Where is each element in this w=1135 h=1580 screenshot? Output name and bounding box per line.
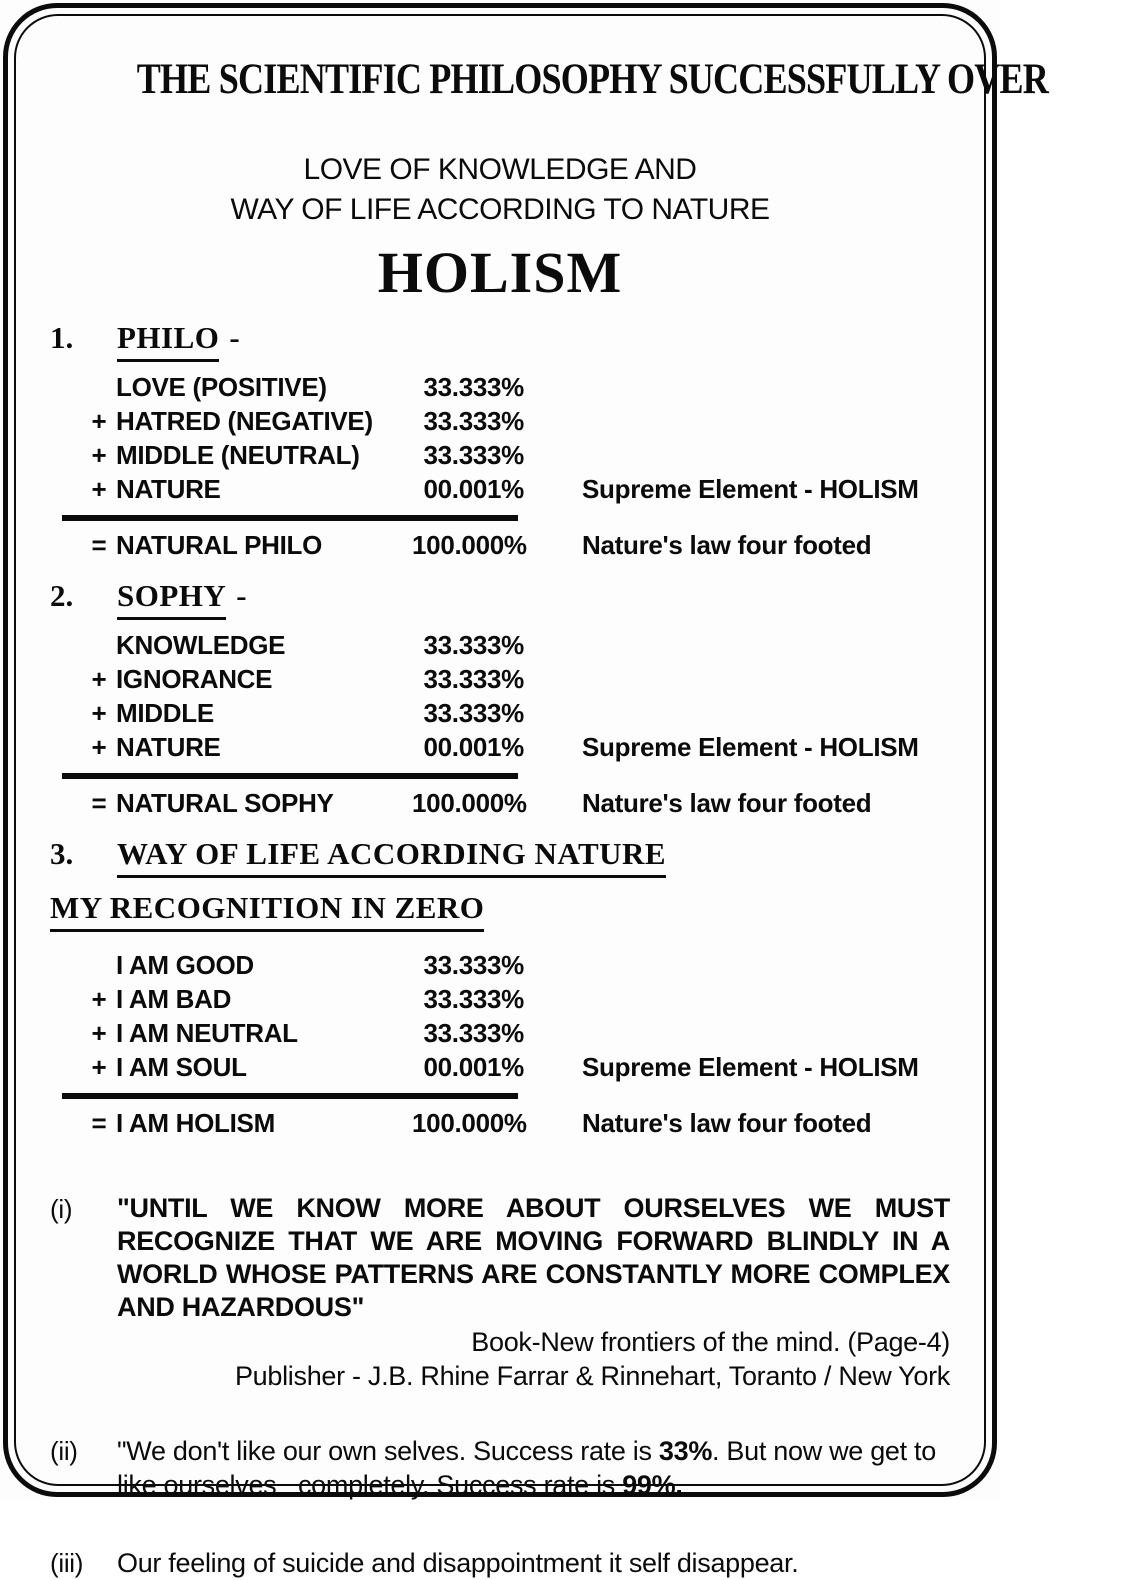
section-2-heading <box>50 576 950 620</box>
note-text: . But now we get to like ourselves completely. Success rate is <box>117 1436 944 1500</box>
row-label: NATURE <box>116 474 221 504</box>
row-note: Supreme Element - HOLISM <box>582 474 919 504</box>
row-note <box>582 628 950 662</box>
attribution-line-1: Book-New frontiers of the mind. (Page-4) <box>471 1327 950 1357</box>
sum-divider-line <box>62 773 518 779</box>
note-body: Our feeling of suicide and disappointment it self disappear. <box>117 1548 799 1578</box>
row-note: Nature's law four footed <box>582 1108 872 1138</box>
recognition-subheading: MY RECOGNITION IN ZERO <box>50 888 484 932</box>
row-note <box>582 370 950 404</box>
row-operator: = <box>91 1108 107 1138</box>
note-label: (ii) <box>50 1436 78 1466</box>
table-row <box>50 404 950 438</box>
row-value: 33.333% <box>423 406 524 436</box>
section-3-table <box>50 948 950 1140</box>
row-operator: + <box>91 406 107 436</box>
row-label: I AM SOUL <box>116 1052 247 1082</box>
table-row <box>50 948 950 982</box>
row-value: 33.333% <box>423 1018 524 1048</box>
row-label: HATRED (NEGATIVE) <box>116 406 373 436</box>
row-operator: + <box>91 698 107 728</box>
section-title: WAY OF LIFE ACCORDING NATURE <box>117 834 666 878</box>
row-operator: + <box>91 732 107 762</box>
section-2-table <box>50 628 950 820</box>
row-value: 100.000% <box>412 1108 527 1138</box>
table-row <box>50 662 950 696</box>
row-note <box>582 662 950 696</box>
page-content <box>17 17 1049 1578</box>
row-note: Supreme Element - HOLISM <box>582 1052 919 1082</box>
sum-divider-line <box>62 515 518 521</box>
section-title: PHILO <box>117 318 219 362</box>
section-title-suffix: - <box>236 578 247 613</box>
row-value: 33.333% <box>423 630 524 660</box>
main-heading: HOLISM <box>377 240 623 305</box>
note-body <box>117 1434 950 1502</box>
quote-text: "UNTIL WE KNOW MORE ABOUT OURSELVES WE MUST RECOGNIZE THAT WE ARE MOVING FORWARD BLINDLY IN A WORLD WHOSE PATTERNS ARE CONSTANTLY MORE COMPLEX AND HAZARDOUS" <box>117 1193 950 1322</box>
table-row <box>50 730 950 764</box>
section-title: SOPHY <box>117 576 226 620</box>
row-note <box>582 982 950 1016</box>
subtitle-line-1: LOVE OF KNOWLEDGE AND <box>303 153 697 186</box>
row-note: Supreme Element - HOLISM <box>582 732 919 762</box>
sum-divider-line <box>62 1093 518 1099</box>
row-label: NATURAL SOPHY <box>116 788 334 818</box>
row-label: I AM HOLISM <box>116 1108 275 1138</box>
subtitle-line-2: WAY OF LIFE ACCORDING TO NATURE <box>230 193 770 226</box>
section-number: 2. <box>50 578 74 613</box>
row-value: 33.333% <box>423 372 524 402</box>
section-title-suffix: - <box>229 320 240 355</box>
row-value: 00.001% <box>423 474 524 504</box>
note-text: "We don't like our own selves. Success rate is <box>117 1436 659 1466</box>
row-note <box>582 948 950 982</box>
section-number: 1. <box>50 320 74 355</box>
row-value: 33.333% <box>423 664 524 694</box>
row-operator: + <box>91 1052 107 1082</box>
row-value: 100.000% <box>412 788 527 818</box>
note-body <box>117 1192 950 1392</box>
row-label: IGNORANCE <box>116 664 273 694</box>
total-row <box>50 1106 950 1140</box>
row-note: Nature's law four footed <box>582 530 872 560</box>
row-operator <box>82 948 116 982</box>
table-row <box>50 1050 950 1084</box>
row-label: KNOWLEDGE <box>116 630 286 660</box>
page-title: THE SCIENTIFIC PHILOSOPHY SUCCESSFULLY OVER <box>136 56 1049 103</box>
row-note <box>582 1016 950 1050</box>
row-note <box>582 404 950 438</box>
row-operator <box>82 370 116 404</box>
row-label: I AM BAD <box>116 984 232 1014</box>
row-value: 33.333% <box>423 440 524 470</box>
table-row <box>50 1016 950 1050</box>
row-label: I AM NEUTRAL <box>116 1018 298 1048</box>
note-text-bold: 33% <box>658 1436 713 1466</box>
row-operator: + <box>91 440 107 470</box>
table-row <box>50 982 950 1016</box>
row-operator: + <box>91 664 107 694</box>
row-operator: + <box>91 474 107 504</box>
section-number: 3. <box>50 836 74 871</box>
row-operator: = <box>91 530 107 560</box>
note-label: (iii) <box>50 1548 84 1578</box>
row-label: MIDDLE <box>116 698 214 728</box>
total-row <box>50 528 950 562</box>
row-value: 00.001% <box>423 1052 524 1082</box>
note-item-i <box>50 1192 950 1392</box>
row-value: 33.333% <box>423 698 524 728</box>
row-label: MIDDLE (NEUTRAL) <box>116 440 360 470</box>
note-item-iii <box>50 1546 950 1580</box>
row-note <box>582 696 950 730</box>
note-label: (i) <box>50 1194 73 1224</box>
row-value: 33.333% <box>423 984 524 1014</box>
table-row <box>50 438 950 472</box>
row-value: 100.000% <box>412 530 527 560</box>
table-row <box>50 472 950 506</box>
row-value: 33.333% <box>423 950 524 980</box>
attribution-line-2: Publisher - J.B. Rhine Farrar & Rinnehart, Toranto / New York <box>234 1361 950 1391</box>
row-operator <box>82 628 116 662</box>
recognition-subheading-wrap <box>50 888 950 932</box>
table-row <box>50 696 950 730</box>
row-operator: + <box>91 984 107 1014</box>
table-row <box>50 628 950 662</box>
row-label: I AM GOOD <box>116 950 254 980</box>
row-value: 00.001% <box>423 732 524 762</box>
section-1-table <box>50 370 950 562</box>
note-text-bold: 99%. <box>622 1470 683 1500</box>
table-row <box>50 370 950 404</box>
header <box>50 55 1049 104</box>
row-label: NATURE <box>116 732 221 762</box>
note-item-ii <box>50 1434 950 1502</box>
total-row <box>50 786 950 820</box>
row-operator: = <box>91 788 107 818</box>
row-label: NATURAL PHILO <box>116 530 323 560</box>
row-label: LOVE (POSITIVE) <box>116 372 327 402</box>
row-note <box>582 438 950 472</box>
section-3-heading <box>50 834 950 878</box>
row-operator: + <box>91 1018 107 1048</box>
section-1-heading <box>50 318 950 362</box>
row-note: Nature's law four footed <box>582 788 872 818</box>
